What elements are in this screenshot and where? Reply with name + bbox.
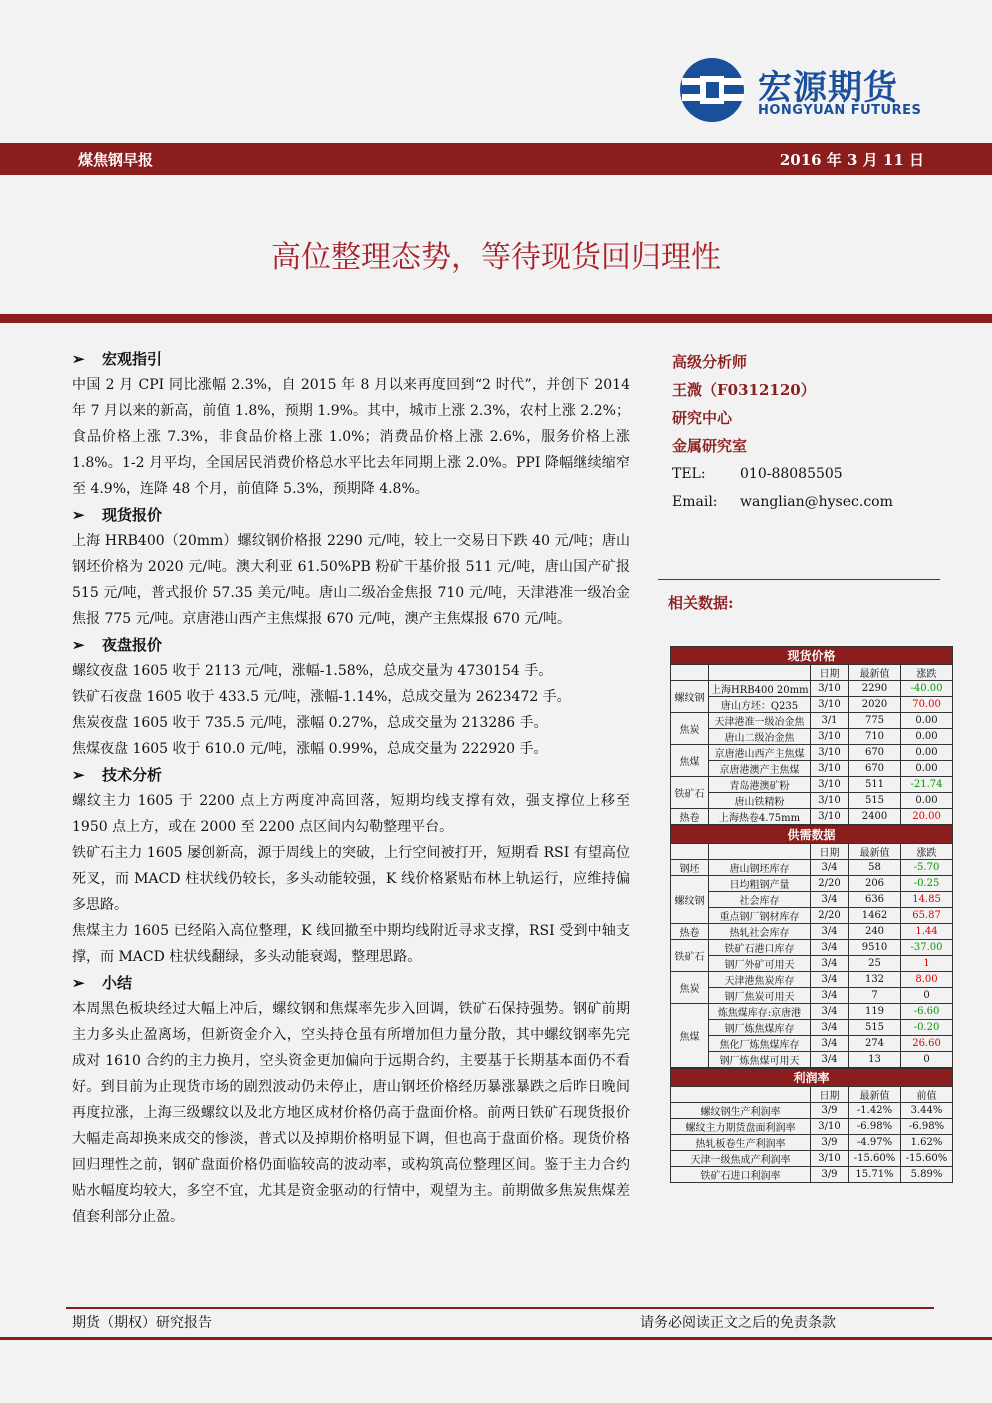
table-cell: 最新值	[849, 665, 901, 681]
table-cell	[709, 844, 811, 860]
table-cell: 唐山二级冶金焦	[709, 729, 811, 745]
section-heading: ➢ 技术分析	[72, 762, 630, 788]
footer-divider	[66, 1307, 934, 1309]
table-cell: 775	[849, 713, 901, 729]
table-cell: 3/1	[811, 713, 849, 729]
data-table	[670, 1068, 953, 1183]
table-row	[671, 729, 953, 745]
table-cell: 710	[849, 729, 901, 745]
table-row	[671, 972, 953, 988]
table-cell: 京唐港山西产主焦煤	[709, 745, 811, 761]
analyst-dept: 研究中心	[672, 409, 733, 427]
table-title-row	[671, 1069, 953, 1087]
table-cell: 铁矿石	[671, 940, 709, 972]
section-paragraph: 焦炭夜盘 1605 收于 735.5 元/吨，涨幅 0.27%，总成交量为 213286 手。	[72, 715, 548, 731]
table-cell: 2/20	[811, 876, 849, 892]
table-cell: 3/10	[811, 1119, 849, 1135]
table-cell: 天津一级焦成产利润率	[671, 1151, 811, 1167]
table-cell: 670	[849, 761, 901, 777]
main-content	[72, 346, 630, 1230]
table-cell: 132	[849, 972, 901, 988]
table-cell: -0.25	[901, 876, 953, 892]
table-cell: 日期	[811, 665, 849, 681]
table-row	[671, 1151, 953, 1167]
table-cell: 3/10	[811, 793, 849, 809]
table-cell: -1.42%	[849, 1103, 901, 1119]
table-cell: 0	[901, 1052, 953, 1068]
table-cell: 钢厂炼焦煤可用天	[709, 1052, 811, 1068]
table-cell: 钢厂焦炭可用天	[709, 988, 811, 1004]
table-cell: 螺纹钢生产利润率	[671, 1103, 811, 1119]
table-cell: 3/9	[811, 1135, 849, 1151]
table-cell: 3/9	[811, 1167, 849, 1183]
table-cell: 青岛港澳矿粉	[709, 777, 811, 793]
table-cell: 240	[849, 924, 901, 940]
table-cell: 26.60	[901, 1036, 953, 1052]
table-cell: 日期	[811, 1087, 849, 1103]
table-cell: 日期	[811, 844, 849, 860]
table-cell: 1462	[849, 908, 901, 924]
table-cell: 现货价格	[671, 647, 953, 665]
table-cell	[671, 844, 709, 860]
table-cell: 9510	[849, 940, 901, 956]
table-header-row	[671, 1087, 953, 1103]
footer-bar	[0, 1337, 992, 1340]
table-cell	[671, 665, 709, 681]
table-cell: 螺纹钢	[671, 681, 709, 713]
table-cell: 焦炭	[671, 972, 709, 1004]
table-cell: 25	[849, 956, 901, 972]
table-cell	[671, 1087, 811, 1103]
table-cell: 唐山铁精粉	[709, 793, 811, 809]
table-cell: 3/4	[811, 956, 849, 972]
table-cell: 3/4	[811, 892, 849, 908]
section-paragraph: 铁矿石主力 1605 屡创新高，源于周线上的突破，上行空间被打开，短期看 RSI 有望高位死叉，而 MACD 柱状线仍较长，多头动能较强，K 线价格紧贴布林上轨运行，应维持偏多思路。	[72, 845, 630, 913]
section-heading: ➢ 宏观指引	[72, 346, 630, 372]
table-cell: 热轧板卷生产利润率	[671, 1135, 811, 1151]
section-paragraph: 焦煤夜盘 1605 收于 610.0 元/吨，涨幅 0.99%，总成交量为 222920 手。	[72, 741, 548, 757]
table-cell: 1.44	[901, 924, 953, 940]
table-cell: -6.60	[901, 1004, 953, 1020]
table-cell: 15.71%	[849, 1167, 901, 1183]
section-paragraph: 上海 HRB400（20mm）螺纹钢价格报 2290 元/吨，较上一交易日下跌 40 元/吨；唐山钢坯价格为 2020 元/吨。澳大利亚 61.50%PB 粉矿干基价报 511 元/吨，唐山国产矿报 515 元/吨，普式报价 57.35 美元/吨。唐山二级冶金焦报 710 元/吨，天津港准一级冶金焦报 775 元/吨。京唐港山西产主焦煤报 670 元/吨，澳产主焦煤报 670 元/吨。	[72, 533, 630, 627]
table-cell: 3/4	[811, 988, 849, 1004]
table-cell: 3/4	[811, 1020, 849, 1036]
table-cell: 3.44%	[901, 1103, 953, 1119]
table-cell: 铁矿石港口库存	[709, 940, 811, 956]
table-cell: 3/4	[811, 972, 849, 988]
section-paragraph: 中国 2 月 CPI 同比涨幅 2.3%，自 2015 年 8 月以来再度回到“2 时代”，并创下 2014 年 7 月以来的新高，前值 1.8%，预期 1.9%。其中，城市上涨 2.3%，农村上涨 2.2%；食品价格上涨 7.3%，非食品价格上涨 1.0%；消费品价格上涨 2.6%，服务价格上涨 1.8%。1-2 月平均，全国居民消费价格总水平比去年同期上涨 2.0%。PPI 降幅继续缩窄至 4.9%，连降 48 个月，前值降 5.3%，预期降 4.8%。	[72, 377, 630, 497]
table-cell: 70.00	[901, 697, 953, 713]
table-cell: 3/4	[811, 924, 849, 940]
table-row	[671, 1167, 953, 1183]
section-paragraph: 螺纹夜盘 1605 收于 2113 元/吨，涨幅-1.58%，总成交量为 4730154 手。	[72, 663, 553, 679]
header-bar	[0, 143, 992, 175]
table-cell: 7	[849, 988, 901, 1004]
table-cell: 2400	[849, 809, 901, 825]
table-cell: 3/10	[811, 729, 849, 745]
section-heading: ➢ 小结	[72, 970, 630, 996]
table-cell: 焦煤	[671, 745, 709, 777]
data-tables	[670, 646, 952, 1183]
footer-left: 期货（期权）研究报告	[72, 1315, 212, 1331]
table-cell: 供需数据	[671, 826, 953, 844]
analyst-email[interactable]: Email: wanglian@hysec.com	[672, 494, 893, 510]
section-heading: ➢ 夜盘报价	[72, 632, 630, 658]
table-cell: -6.98%	[901, 1119, 953, 1135]
table-row	[671, 892, 953, 908]
table-row	[671, 924, 953, 940]
table-cell: 3/9	[811, 1103, 849, 1119]
table-row	[671, 940, 953, 956]
table-cell: 京唐港澳产主焦煤	[709, 761, 811, 777]
data-table	[670, 646, 953, 825]
table-cell: 日均粗钢产量	[709, 876, 811, 892]
table-cell: 1.62%	[901, 1135, 953, 1151]
table-cell: 1	[901, 956, 953, 972]
table-cell: 20.00	[901, 809, 953, 825]
table-cell: 0.00	[901, 793, 953, 809]
table-row	[671, 860, 953, 876]
table-cell: 钢厂外矿可用天	[709, 956, 811, 972]
table-cell: 社会库存	[709, 892, 811, 908]
table-cell: 3/4	[811, 940, 849, 956]
table-cell: 涨跌	[901, 665, 953, 681]
table-cell: 2/20	[811, 908, 849, 924]
arrow-bullet-icon: ➢	[72, 506, 85, 524]
table-cell: 636	[849, 892, 901, 908]
table-cell: 铁矿石进口利润率	[671, 1167, 811, 1183]
table-title-row	[671, 826, 953, 844]
table-cell: 3/4	[811, 1052, 849, 1068]
analyst-lab: 金属研究室	[672, 437, 748, 455]
table-cell: 3/10	[811, 809, 849, 825]
table-cell: 唐山方坯：Q235	[709, 697, 811, 713]
table-cell: 焦煤	[671, 1004, 709, 1068]
table-cell: 天津港准一级冶金焦	[709, 713, 811, 729]
table-cell: -15.60%	[849, 1151, 901, 1167]
table-cell: 3/10	[811, 681, 849, 697]
arrow-bullet-icon: ➢	[72, 766, 85, 784]
table-cell: 前值	[901, 1087, 953, 1103]
table-cell: 515	[849, 793, 901, 809]
table-cell: 焦炭	[671, 713, 709, 745]
table-cell: 热卷	[671, 924, 709, 940]
table-title-row	[671, 647, 953, 665]
table-cell: 最新值	[849, 844, 901, 860]
table-cell: 钢坯	[671, 860, 709, 876]
section-paragraph: 焦煤主力 1605 已经陷入高位整理，K 线回撤至中期均线附近寻求支撑，RSI 受到中轴支撑，而 MACD 柱状线翻绿，多头动能衰竭，整理思路。	[72, 923, 630, 965]
table-row	[671, 908, 953, 924]
table-cell: 58	[849, 860, 901, 876]
table-row	[671, 809, 953, 825]
analyst-name: 王溦（F0312120）	[672, 381, 816, 399]
table-cell: 2020	[849, 697, 901, 713]
section-heading: ➢ 现货报价	[72, 502, 630, 528]
table-cell: 3/10	[811, 1151, 849, 1167]
analyst-info	[672, 348, 952, 516]
table-row	[671, 777, 953, 793]
analyst-title: 高级分析师	[672, 353, 748, 371]
table-cell: 3/10	[811, 761, 849, 777]
table-row	[671, 1020, 953, 1036]
table-cell: 511	[849, 777, 901, 793]
table-row	[671, 745, 953, 761]
table-row	[671, 1052, 953, 1068]
table-cell: 670	[849, 745, 901, 761]
table-cell: 3/4	[811, 860, 849, 876]
table-cell: 0.00	[901, 761, 953, 777]
table-cell: 0.00	[901, 729, 953, 745]
table-cell: 天津港焦炭库存	[709, 972, 811, 988]
table-cell: 206	[849, 876, 901, 892]
table-cell: -37.00	[901, 940, 953, 956]
sidebar-divider	[658, 579, 940, 580]
table-cell: -21.74	[901, 777, 953, 793]
brand-name-en: HONGYUAN FUTURES	[758, 103, 922, 118]
arrow-bullet-icon: ➢	[72, 636, 85, 654]
table-cell: -4.97%	[849, 1135, 901, 1151]
footer-disclaimer: 请务必阅读正文之后的免责条款	[640, 1315, 836, 1331]
table-cell: 2290	[849, 681, 901, 697]
table-row	[671, 697, 953, 713]
arrow-bullet-icon: ➢	[72, 974, 85, 992]
data-table	[670, 825, 953, 1068]
table-cell: 515	[849, 1020, 901, 1036]
table-row	[671, 988, 953, 1004]
arrow-bullet-icon: ➢	[72, 350, 85, 368]
section-paragraph: 螺纹主力 1605 于 2200 点上方两度冲高回落，短期均线支撑有效，强支撑位上移至 1950 点上方，或在 2000 至 2200 点区间内勾勒整理平台。	[72, 793, 630, 835]
table-cell: 螺纹钢	[671, 876, 709, 924]
table-row	[671, 761, 953, 777]
table-cell: 涨跌	[901, 844, 953, 860]
table-row	[671, 1119, 953, 1135]
table-cell: 0.00	[901, 713, 953, 729]
table-cell: 重点钢厂钢材库存	[709, 908, 811, 924]
table-cell: 3/10	[811, 745, 849, 761]
table-cell: 65.87	[901, 908, 953, 924]
table-cell: 热轧社会库存	[709, 924, 811, 940]
table-cell: 3/10	[811, 697, 849, 713]
table-row	[671, 1036, 953, 1052]
brand-name-cn: 宏源期货	[758, 68, 898, 108]
table-cell: 119	[849, 1004, 901, 1020]
table-cell: 钢厂炼焦煤库存	[709, 1020, 811, 1036]
table-cell: -5.70	[901, 860, 953, 876]
table-cell: -0.20	[901, 1020, 953, 1036]
table-row	[671, 793, 953, 809]
related-data-label: 相关数据:	[668, 594, 734, 612]
table-cell: -6.98%	[849, 1119, 901, 1135]
table-cell: 上海HRB400 20mm	[709, 681, 811, 697]
table-cell: 炼焦煤库存:京唐港	[709, 1004, 811, 1020]
table-cell: -15.60%	[901, 1151, 953, 1167]
analyst-tel: TEL: 010-88085505	[672, 466, 843, 482]
table-cell: 3/10	[811, 777, 849, 793]
table-cell: 铁矿石	[671, 777, 709, 809]
table-cell: 13	[849, 1052, 901, 1068]
table-row	[671, 956, 953, 972]
table-row	[671, 681, 953, 697]
table-row	[671, 876, 953, 892]
table-row	[671, 1135, 953, 1151]
table-row	[671, 1103, 953, 1119]
table-cell: 0	[901, 988, 953, 1004]
table-header-row	[671, 844, 953, 860]
table-row	[671, 1004, 953, 1020]
company-logo	[678, 56, 748, 124]
report-type: 煤焦钢早报	[78, 151, 154, 169]
table-cell: 焦化厂炼焦煤库存	[709, 1036, 811, 1052]
table-row	[671, 713, 953, 729]
table-cell: 274	[849, 1036, 901, 1052]
section-paragraph: 本周黑色板块经过大幅上冲后，螺纹钢和焦煤率先步入回调，铁矿石保持强势。钢矿前期主力多头止盈离场，但新资金介入，空头持仓虽有所增加但力量分散，其中螺纹钢率先完成对 1610 合约的主力换月，空头资金更加偏向于远期合约，主要基于长期基本面仍不看好。到目前为止现货市场的剧烈波动仍未停止，唐山钢坯价格经历暴涨暴跌之后昨日晚间再度拉涨，上海三级螺纹以及北方地区成材价格仍高于盘面价格。前两日铁矿石现货报价大幅走高却换来成交的惨淡，普式以及掉期价格明显下调，但也高于盘面价格。现货价格回归理性之前，钢矿盘面价格仍面临较高的波动率，或构筑高位整理区间。鉴于主力合约贴水幅度均较大，多空不宜，尤其是资金驱动的行情中，观望为主。前期做多焦炭焦煤差值套利部分止盈。	[72, 1001, 630, 1225]
table-cell: 热卷	[671, 809, 709, 825]
table-cell: 0.00	[901, 745, 953, 761]
table-cell	[709, 665, 811, 681]
table-cell: 利润率	[671, 1069, 953, 1087]
section-paragraph: 铁矿石夜盘 1605 收于 433.5 元/吨，涨幅-1.14%，总成交量为 2623472 手。	[72, 689, 571, 705]
title-divider	[0, 314, 992, 323]
page-title: 高位整理态势，等待现货回归理性	[271, 240, 721, 275]
table-cell: -40.00	[901, 681, 953, 697]
table-header-row	[671, 665, 953, 681]
table-cell: 8.00	[901, 972, 953, 988]
table-cell: 最新值	[849, 1087, 901, 1103]
table-cell: 螺纹主力期货盘面利润率	[671, 1119, 811, 1135]
table-cell: 14.85	[901, 892, 953, 908]
report-date: 2016 年 3 月 11 日	[779, 151, 924, 169]
table-cell: 唐山钢坯库存	[709, 860, 811, 876]
table-cell: 3/4	[811, 1036, 849, 1052]
table-cell: 5.89%	[901, 1167, 953, 1183]
table-cell: 上海热卷4.75mm	[709, 809, 811, 825]
table-cell: 3/4	[811, 1004, 849, 1020]
